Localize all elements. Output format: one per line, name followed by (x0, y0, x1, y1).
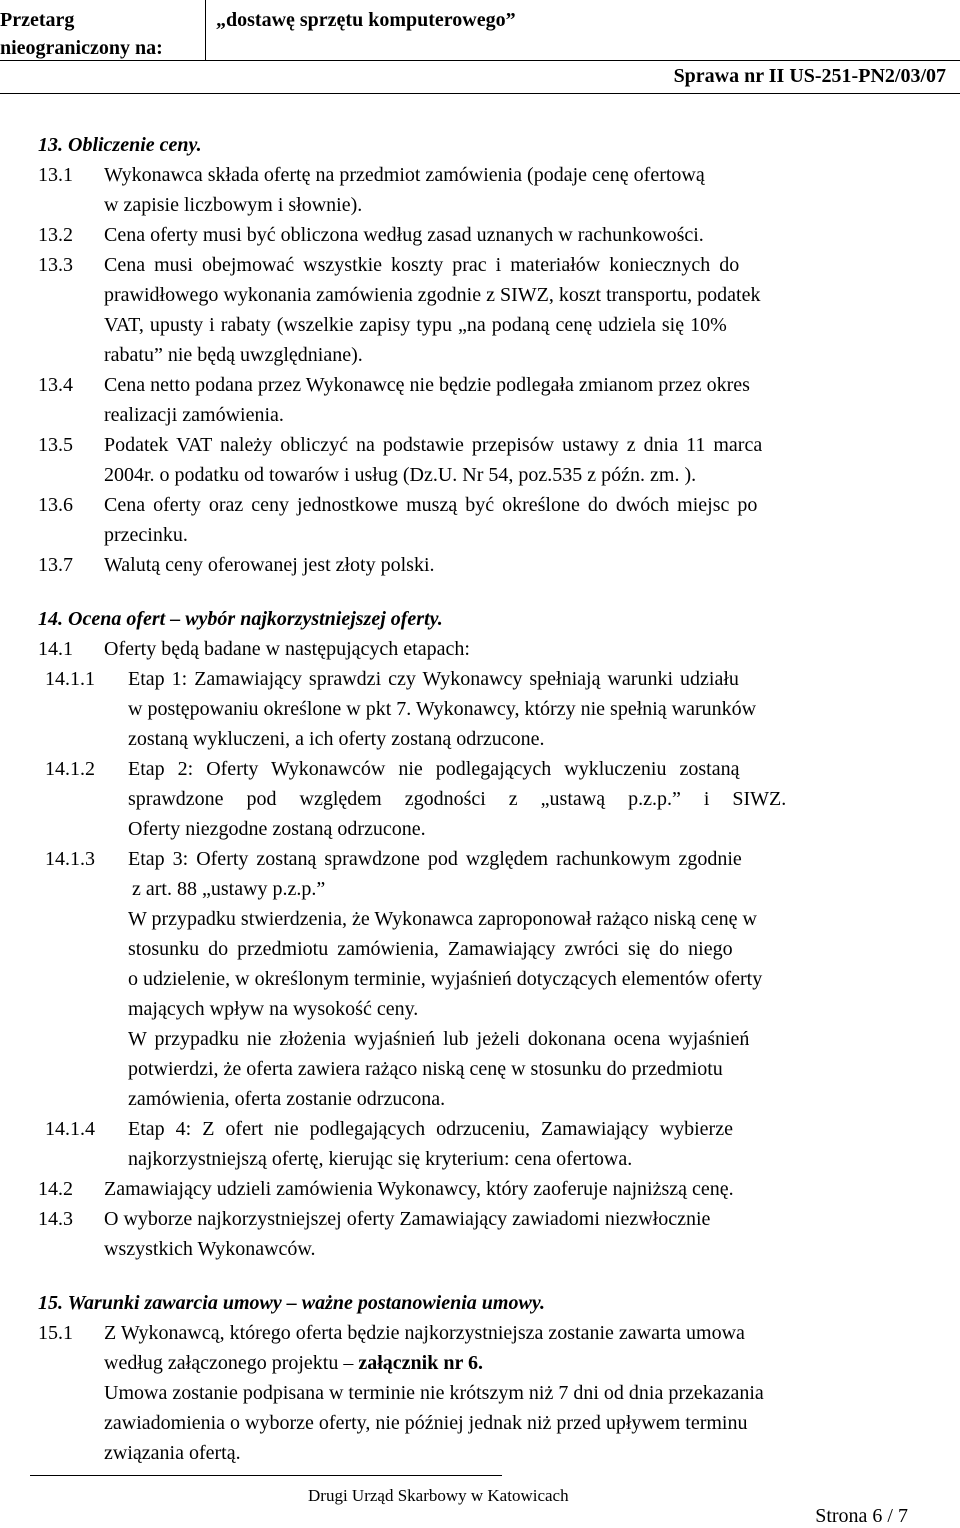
item-number: 14.1.4 (45, 1118, 95, 1140)
section-14-title: 14. Ocena ofert – wybór najkorzystniejszej oferty. (38, 608, 443, 630)
text-line: realizacji zamówienia. (104, 404, 284, 426)
text-line: mających wpływ na wysokość ceny. (128, 998, 419, 1020)
item-number: 14.1.1 (45, 668, 95, 690)
text-line: Cena oferty oraz ceny jednostkowe muszą być określone do dwóch miejsc po (104, 494, 758, 516)
text-line: rabatu” nie będą uwzględniane). (104, 344, 363, 366)
text-line: O wyborze najkorzystniejszej oferty Zamawiający zawiadomi niezwłocznie (104, 1208, 711, 1230)
text-line: zawiadomienia o wyborze oferty, nie później jednak niż przed upływem terminu (104, 1412, 748, 1434)
text-line: W przypadku stwierdzenia, że Wykonawca zaproponował rażąco niską cenę w (128, 908, 757, 930)
text-line: Etap 1: Zamawiający sprawdzi czy Wykonawcy spełniają warunki udziału (128, 668, 739, 690)
text-line: Wykonawca składa ofertę na przedmiot zamówienia (podaje cenę ofertową (104, 164, 705, 186)
text-line: w postępowaniu określone w pkt 7. Wykonawcy, którzy nie spełnią warunków (128, 698, 757, 720)
text-line: Etap 4: Z ofert nie podlegających odrzuceniu, Zamawiający wybierze (128, 1118, 733, 1140)
text-line: 2004r. o podatku od towarów i usług (Dz.U. Nr 54, poz.535 z późn. zm. ). (104, 464, 697, 486)
text-line: przecinku. (104, 524, 188, 546)
item-number: 13.6 (38, 494, 73, 516)
header-title: „dostawę sprzętu komputerowego” (216, 9, 516, 31)
text-line: w zapisie liczbowym i słownie). (104, 194, 363, 216)
text-line: wszystkich Wykonawców. (104, 1238, 316, 1260)
header-rule-2 (0, 93, 960, 94)
text-line: najkorzystniejszą ofertę, kierując się kryterium: cena ofertowa. (128, 1148, 633, 1170)
item-number: 13.5 (38, 434, 73, 456)
text-line: zostaną wykluczeni, a ich oferty zostaną odrzucone. (128, 728, 545, 750)
text-line: W przypadku nie złożenia wyjaśnień lub jeżeli dokonana ocena wyjaśnień (128, 1028, 750, 1050)
text-line: Etap 3: Oferty zostaną sprawdzone pod względem rachunkowym zgodnie (128, 848, 742, 870)
section-15-title: 15. Warunki zawarcia umowy – ważne postanowienia umowy. (38, 1292, 545, 1314)
text-line: Umowa zostanie podpisana w terminie nie krótszym niż 7 dni od dnia przekazania (104, 1382, 764, 1404)
text-line: Oferty niezgodne zostaną odrzucone. (128, 818, 426, 840)
text-line: Cena netto podana przez Wykonawcę nie będzie podlegała zmianom przez okres (104, 374, 750, 396)
item-number: 13.7 (38, 554, 73, 576)
text-line-part: według załączonego projektu – (104, 1352, 359, 1374)
text-line: prawidłowego wykonania zamówienia zgodnie z SIWZ, koszt transportu, podatek (104, 284, 761, 306)
page-number: Strona 6 / 7 (815, 1505, 908, 1527)
item-number: 13.4 (38, 374, 73, 396)
item-number: 14.2 (38, 1178, 73, 1200)
header-rule-1 (0, 60, 960, 61)
item-number: 13.2 (38, 224, 73, 246)
item-number: 14.1.2 (45, 758, 95, 780)
header-case-number: Sprawa nr II US-251-PN2/03/07 (673, 65, 946, 87)
text-line: stosunku do przedmiotu zamówienia, Zamawiający zwróci się do niego (128, 938, 733, 960)
header-divider (205, 0, 206, 60)
text-line: Etap 2: Oferty Wykonawców nie podlegających wykluczeniu zostaną (128, 758, 740, 780)
item-number: 13.1 (38, 164, 73, 186)
text-line: z art. 88 „ustawy p.z.p.” (132, 878, 326, 900)
text-line: Cena musi obejmować wszystkie koszty prac i materiałów koniecznych do (104, 254, 740, 276)
header-left-line2: nieograniczony na: (0, 37, 163, 59)
text-line: związania ofertą. (104, 1442, 241, 1464)
footer-rule (30, 1475, 502, 1476)
text-line: VAT, upusty i rabaty (wszelkie zapisy typu „na podaną cenę udziela się 10% (104, 314, 727, 336)
text-line: Z Wykonawcą, którego oferta będzie najkorzystniejsza zostanie zawarta umowa (104, 1322, 745, 1344)
item-number: 14.1.3 (45, 848, 95, 870)
footer-office: Drugi Urząd Skarbowy w Katowicach (308, 1486, 569, 1505)
text-line: Cena oferty musi być obliczona według zasad uznanych w rachunkowości. (104, 224, 704, 246)
item-number: 14.3 (38, 1208, 73, 1230)
text-line: potwierdzi, że oferta zawiera rażąco niską cenę w stosunku do przedmiotu (128, 1058, 723, 1080)
text-line: Podatek VAT należy obliczyć na podstawie przepisów ustawy z dnia 11 marca (104, 434, 763, 456)
item-number: 13.3 (38, 254, 73, 276)
page-header (0, 0, 960, 100)
attachment-reference: załącznik nr 6. (358, 1352, 483, 1374)
item-number: 14.1 (38, 638, 73, 660)
text-line (104, 1349, 483, 1377)
item-number: 15.1 (38, 1322, 73, 1344)
text-line: zamówienia, oferta zostanie odrzucona. (128, 1088, 446, 1110)
section-13-title: 13. Obliczenie ceny. (38, 134, 202, 156)
header-left-line1: Przetarg (0, 9, 75, 31)
text-line: Zamawiający udzieli zamówienia Wykonawcy, który zaoferuje najniższą cenę. (104, 1178, 734, 1200)
text-line: Oferty będą badane w następujących etapach: (104, 638, 470, 660)
header-left (0, 6, 163, 62)
text-line: o udzielenie, w określonym terminie, wyjaśnień dotyczących elementów oferty (128, 968, 763, 990)
text-line: Walutą ceny oferowanej jest złoty polski. (104, 554, 435, 576)
text-line: sprawdzone pod względem zgodności z „ustawą p.z.p.” i SIWZ. (128, 788, 787, 810)
